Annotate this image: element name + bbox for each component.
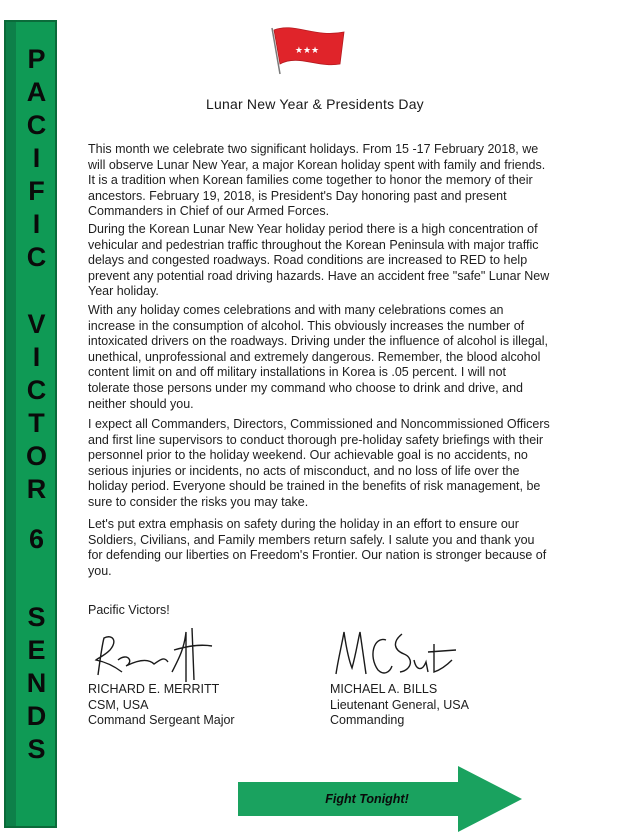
side-letter: V — [27, 309, 46, 339]
side-letter: R — [26, 474, 47, 504]
side-banner — [4, 20, 57, 828]
signature-block-commander — [330, 682, 469, 729]
paragraph-3: With any holiday comes celebrations and with many celebrations comes an increase in the consumption of alcohol. This obviously increases the number of intoxicated drivers on the roadways. Driving under the influence of alcohol is illegal, unethical, unprofessional and extremely dangerous. Remember, the blood alcohol content limit on and off military installations in Korea is .05 percent. I will not tolerate those persons under my command who choose to drink and drive, and neither should you. — [88, 303, 548, 411]
flag-stars: ★★★ — [294, 46, 320, 56]
signer-name: RICHARD E. MERRITT — [88, 682, 220, 696]
signer-rank: Lieutenant General, USA — [330, 697, 469, 712]
signature-stroke — [96, 628, 212, 682]
paragraph-1: This month we celebrate two significant holidays. From 15 -17 February 2018, we will observe Lunar New Year, a major Korean holiday spent with family and friends. It is a tradition when Korean families come together to honor the memory of their ancestors. February 19, 2018, is President's Day honoring past and present Commanders in Chief of our Armed Forces. — [88, 142, 546, 219]
paragraph-2: During the Korean Lunar New Year holiday period there is a high concentration of vehicular and pedestrian traffic throughout the Korean Peninsula with major traffic delays and congested roadways. Road conditions are increased to RED to help prevent any potential road driving hazards. Have an accident free "safe" Lunar New Year holiday. — [88, 222, 550, 299]
signer-title: Commanding — [330, 713, 405, 728]
side-letter: C — [26, 110, 47, 140]
paragraph-5: Let's put extra emphasis on safety during the holiday in an effort to ensure our Soldiers, Civilians, and Family members return safely. I salute you and thank you for defending our liberties on Freedom's Frontier. Our nation is stronger because of you. — [88, 517, 547, 578]
side-letter: F — [28, 176, 45, 206]
side-letter: N — [26, 668, 47, 698]
signature-bills-icon — [330, 626, 460, 682]
side-letter: S — [27, 602, 46, 632]
signature-block-csm — [88, 682, 235, 729]
side-letter: C — [26, 242, 47, 272]
signer-title: Command Sergeant Major — [88, 713, 235, 728]
closing-salutation: Pacific Victors! — [88, 603, 170, 617]
side-letter: I — [32, 143, 41, 173]
side-letter: C — [26, 375, 47, 405]
side-letter: D — [26, 701, 47, 731]
side-letter: P — [27, 44, 46, 74]
signature-stroke — [336, 632, 456, 674]
side-letter: S — [27, 734, 46, 764]
side-letter: O — [25, 441, 47, 471]
signature-merritt-icon — [88, 620, 218, 682]
three-star-flag-icon — [268, 24, 348, 76]
arrow-label: Fight Tonight! — [325, 792, 409, 806]
side-letter: 6 — [28, 524, 45, 554]
side-letter: I — [32, 342, 41, 372]
side-letter: T — [28, 408, 45, 438]
side-letter: E — [27, 635, 46, 665]
fight-tonight-arrow — [238, 764, 523, 834]
page-title: Lunar New Year & Presidents Day — [206, 96, 424, 112]
side-banner-strip — [6, 22, 16, 826]
paragraph-4: I expect all Commanders, Directors, Commissioned and Noncommissioned Officers and first line supervisors to conduct thorough pre-holiday safety briefings with their personnel prior to the holiday weekend. Our achievable goal is no accidents, no serious injuries or incidents, no acts of misconduct, and no loss of life over the holiday period. Everyone should be trained in the benefits of risk management, be sure to consider the risks you may take. — [88, 417, 550, 509]
side-letter: A — [26, 77, 47, 107]
signer-name: MICHAEL A. BILLS — [330, 682, 438, 696]
side-letter: I — [32, 209, 41, 239]
signer-rank: CSM, USA — [88, 697, 149, 712]
